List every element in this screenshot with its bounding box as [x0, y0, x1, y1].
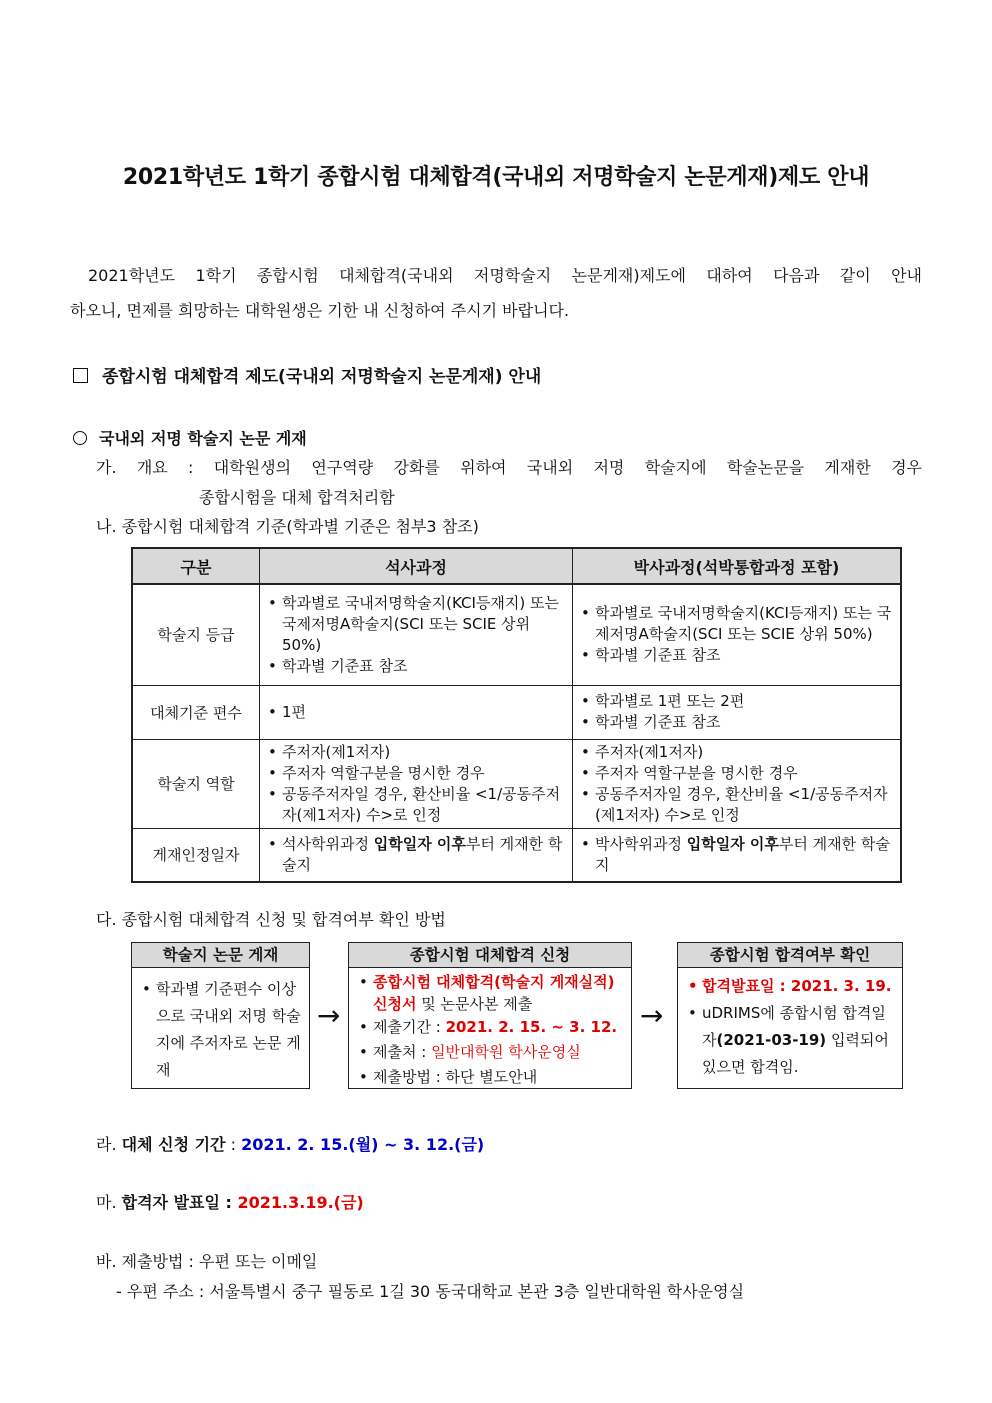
- list-item: [357, 1015, 623, 1040]
- list-item: [686, 1000, 894, 1081]
- master-cell: [260, 685, 573, 739]
- flow-box-publish: [131, 942, 310, 1089]
- text-post: 부터 게재한 학술지: [282, 834, 563, 874]
- row-label: 학술지 등급: [132, 584, 260, 685]
- text-red: 2021. 2. 15. ~ 3. 12.: [445, 1018, 618, 1036]
- intro-paragraph: [70, 258, 922, 328]
- application-period: [96, 1132, 484, 1155]
- method-heading: 다. 종합시험 대체합격 신청 및 합격여부 확인 방법: [96, 910, 446, 929]
- text-post: 부터 게재한 학술지: [595, 834, 890, 874]
- list-item: [266, 834, 566, 876]
- table-row: [132, 828, 901, 882]
- text-rest: 및 논문사본 제출: [416, 995, 533, 1013]
- header-master: 석사과정: [260, 548, 573, 584]
- flow-box-header: 종합시험 합격여부 확인: [678, 943, 902, 968]
- text-pre: uDRIMS에 종합시험 합격일자: [702, 1004, 886, 1049]
- list-item: • 학과별 기준표 참조: [579, 712, 894, 733]
- overview-line-1: 가. 개요 : 대학원생의 연구역량 강화를 위하여 국내외 저명 학술지에 학술논문을 게재한 경우: [96, 458, 922, 477]
- criteria-table: [131, 547, 902, 883]
- list-item: • 학과별 기준표 참조: [266, 656, 566, 677]
- text-prefix: 라.: [96, 1135, 122, 1154]
- text-pre: 박사학위과정: [595, 834, 687, 853]
- checkbox-square-icon: [73, 368, 88, 383]
- row-label: 게재인정일자: [132, 828, 260, 882]
- header-doctor: 박사과정(석박통합과정 포함): [573, 548, 902, 584]
- subsection-heading: [73, 426, 307, 449]
- list-item: • 공동주저자일 경우, 환산비율 <1/공동주저자(제1저자) 수>로 인정: [266, 784, 566, 826]
- text-post: 입력되어있으면 합격임.: [702, 1031, 889, 1076]
- list-item: • 주저자 역할구분을 명시한 경우: [266, 763, 566, 784]
- list-item: [357, 971, 623, 1015]
- list-item: • 학과별 기준표 참조: [579, 645, 894, 666]
- list-item: • 공동주저자일 경우, 환산비율 <1/공동주저자(제1저자) 수>로 인정: [579, 784, 894, 826]
- list-item: • 주저자(제1저자): [579, 742, 894, 763]
- criteria-heading: 나. 종합시험 대체합격 기준(학과별 기준은 첨부3 참조): [96, 517, 479, 536]
- list-item: • 주저자(제1저자): [266, 742, 566, 763]
- list-item: • 학과별 기준편수 이상으로 국내외 저명 학술지에 주저자로 논문 게재: [140, 976, 301, 1084]
- text-red: 종합시험 대체합격(학술지 게재실적) 신청서: [373, 973, 615, 1013]
- right-arrow-icon: →: [640, 999, 664, 1032]
- row-label: 학술지 역할: [132, 739, 260, 828]
- master-cell: [260, 584, 573, 685]
- table-row: [132, 584, 901, 685]
- section-heading: [73, 362, 541, 387]
- list-item: • 1편: [266, 702, 566, 723]
- circle-bullet-icon: [73, 431, 87, 445]
- text-pre: 석사학위과정: [282, 834, 374, 853]
- list-item: [579, 834, 894, 876]
- doctor-cell: [573, 739, 902, 828]
- text-label: 제출기간 :: [373, 1018, 446, 1036]
- flow-box-confirm: [677, 942, 903, 1089]
- right-arrow-icon: →: [317, 999, 341, 1032]
- list-item: • 학과별로 국내저명학술지(KCI등재지) 또는 국제저명A학술지(SCI 또는 SCIE 상위 50%): [266, 593, 566, 656]
- period-value: 2021. 2. 15.(월) ~ 3. 12.(금): [241, 1135, 485, 1154]
- list-item: • 학과별로 국내저명학술지(KCI등재지) 또는 국제저명A학술지(SCI 또는 SCIE 상위 50%): [579, 603, 894, 645]
- text-label: 제출처 :: [373, 1043, 432, 1061]
- list-item: [357, 1040, 623, 1065]
- text-label: 합격자 발표일 :: [121, 1193, 238, 1212]
- list-item: • 제출방법 : 하단 별도안내: [357, 1065, 623, 1090]
- announcement-date: [96, 1190, 364, 1213]
- table-row: [132, 685, 901, 739]
- subsection-heading-text: 국내외 저명 학술지 논문 게재: [99, 429, 307, 448]
- doctor-cell: [573, 584, 902, 685]
- page-title: 2021학년도 1학기 종합시험 대체합격(국내외 저명학술지 논문게재)제도 안내: [122, 165, 870, 190]
- row-label: 대체기준 편수: [132, 685, 260, 739]
- overview-line-2: 종합시험을 대체 합격처리함: [199, 488, 395, 507]
- master-cell: [260, 828, 573, 882]
- master-cell: [260, 739, 573, 828]
- list-item: • 주저자 역할구분을 명시한 경우: [579, 763, 894, 784]
- intro-line-2: 하오니, 면제를 희망하는 대학원생은 기한 내 신청하여 주시기 바랍니다.: [70, 301, 570, 320]
- list-item: • 학과별로 1편 또는 2편: [579, 691, 894, 712]
- text-bold: 입학일자 이후: [373, 834, 466, 853]
- post-address: - 우편 주소 : 서울특별시 중구 필동로 1길 30 동국대학교 본관 3층 일반대학원 학사운영실: [116, 1282, 745, 1301]
- text-label: 대체 신청 기간: [121, 1135, 226, 1154]
- doctor-cell: [573, 685, 902, 739]
- flow-box-header: 학술지 논문 게재: [132, 943, 309, 968]
- text-red: 일반대학원 학사운영실: [431, 1043, 581, 1061]
- text-bold: (2021-03-19): [716, 1031, 827, 1049]
- text-sep: :: [225, 1135, 242, 1154]
- announcement-value: 2021.3.19.(금): [237, 1193, 364, 1212]
- intro-line-1: 2021학년도 1학기 종합시험 대체합격(국내외 저명학술지 논문게재)제도에 대하여 다음과 같이 안내: [88, 266, 922, 285]
- doctor-cell: [573, 828, 902, 882]
- flow-box-header: 종합시험 대체합격 신청: [349, 943, 631, 968]
- table-row: [132, 739, 901, 828]
- text-prefix: 마.: [96, 1193, 122, 1212]
- text-bold: 입학일자 이후: [686, 834, 779, 853]
- submission-method: 바. 제출방법 : 우편 또는 이메일: [96, 1252, 318, 1271]
- header-category: 구분: [132, 548, 260, 584]
- section-heading-text: 종합시험 대체합격 제도(국내외 저명학술지 논문게재) 안내: [102, 367, 542, 387]
- list-item: • 합격발표일 : 2021. 3. 19.: [686, 973, 894, 1000]
- flow-box-apply: [348, 942, 632, 1089]
